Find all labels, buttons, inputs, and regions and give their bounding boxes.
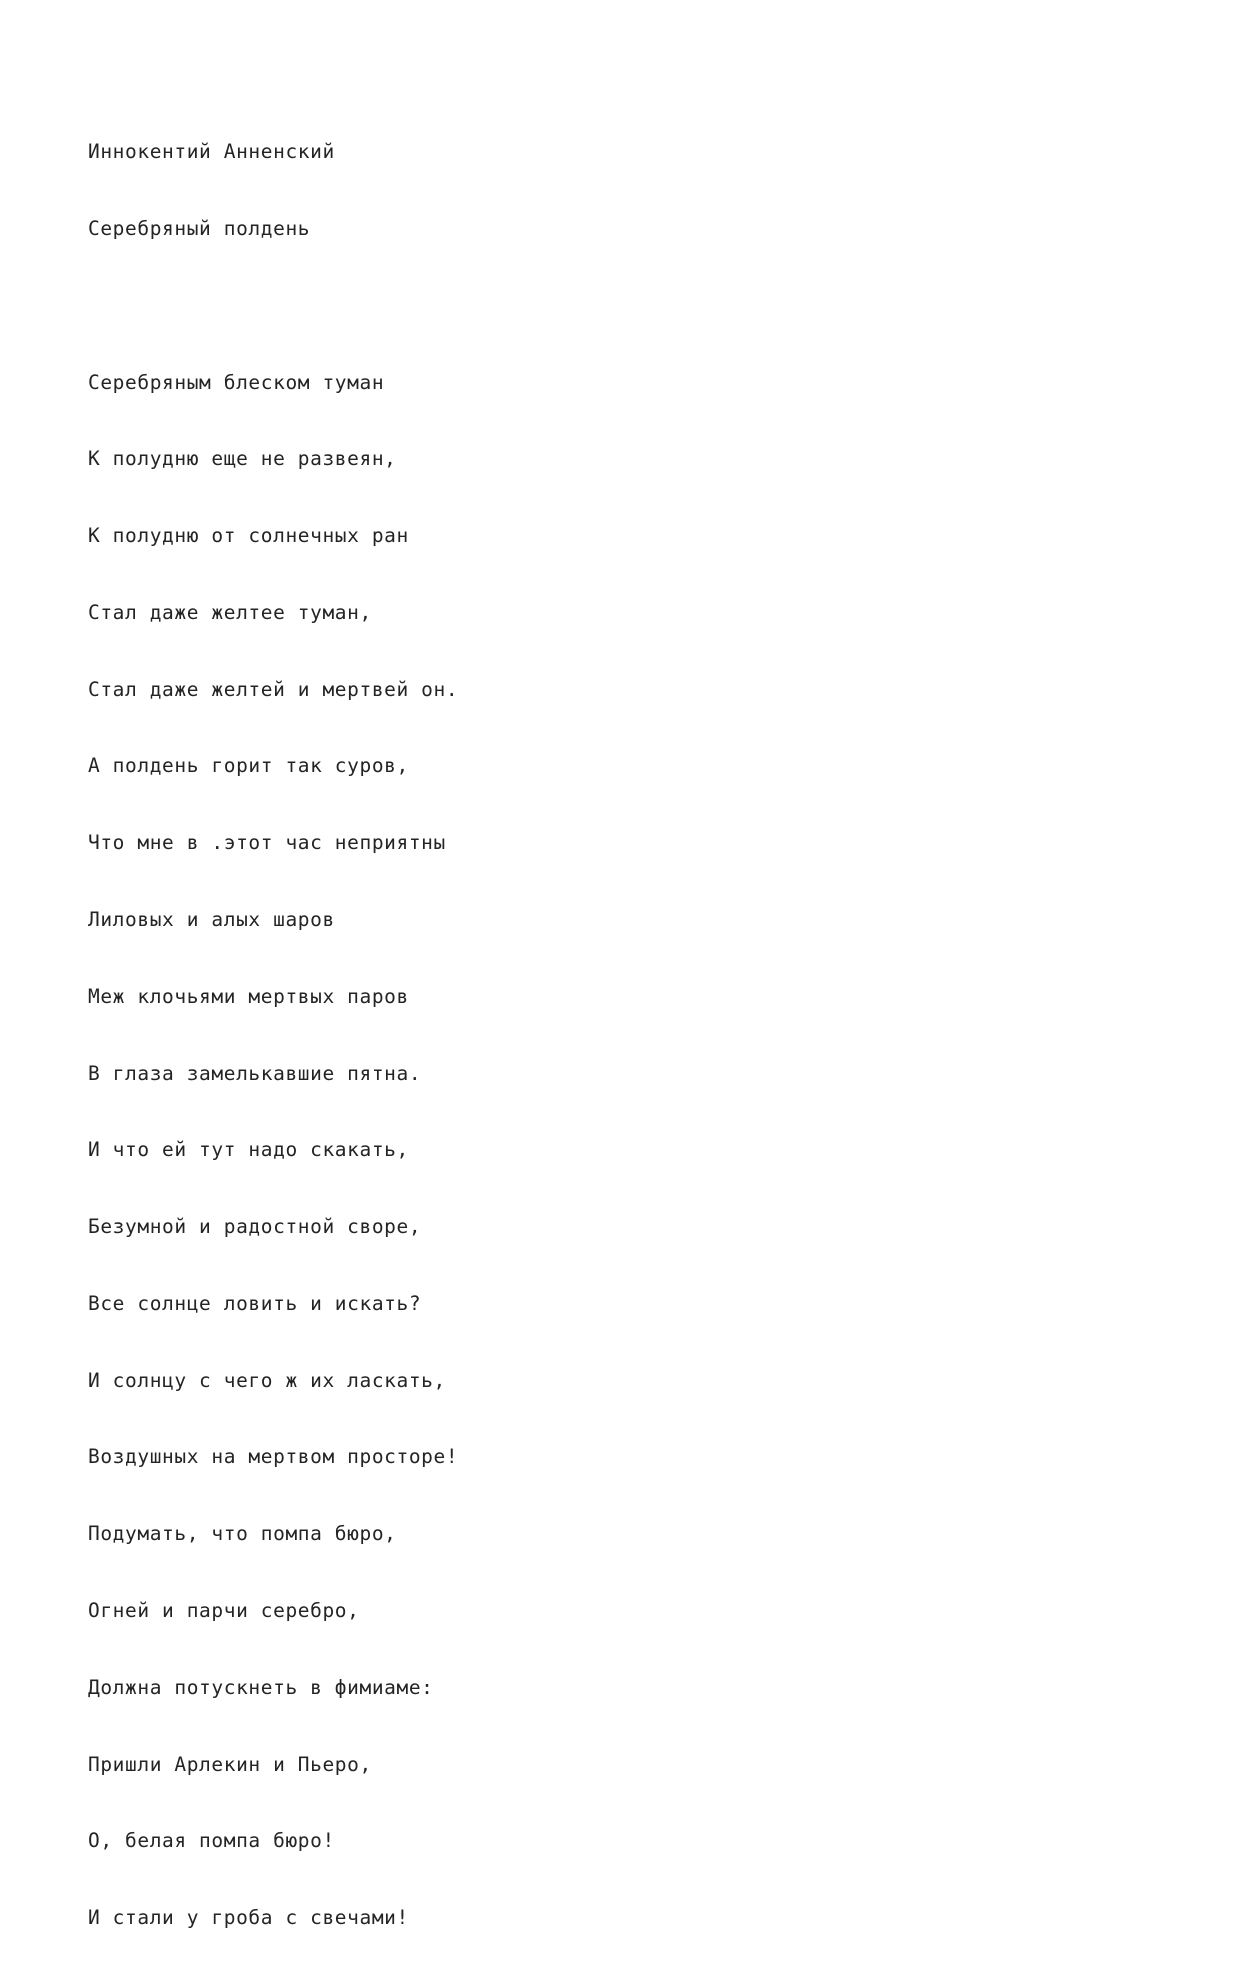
- poem-line: Воздушных на мертвом просторе!: [88, 1445, 459, 1469]
- poem-line: Стал даже желтей и мертвей он.: [88, 677, 459, 701]
- poem-line: Пришли Арлекин и Пьеро,: [88, 1752, 372, 1776]
- poem-line: Все солнце ловить и искать?: [88, 1291, 422, 1315]
- blank-line: [88, 293, 1242, 319]
- poem-line: Должна потускнеть в фимиаме:: [88, 1675, 434, 1699]
- poem-line: Подумать, что помпа бюро,: [88, 1522, 397, 1546]
- poem-line: И что ей тут надо скакать,: [88, 1138, 409, 1162]
- poem-line: В глаза замелькавшие пятна.: [88, 1061, 422, 1085]
- poem-line: О, белая помпа бюро!: [88, 1829, 335, 1853]
- poem-title: Серебряный полдень: [88, 216, 311, 240]
- poem-line: К полудню еще не развеян,: [88, 447, 397, 471]
- poem-line: Безумной и радостной своре,: [88, 1215, 422, 1239]
- poem-body: [88, 318, 1242, 1982]
- poem-line: Стал даже желтее туман,: [88, 600, 372, 624]
- poem-line: Огней и парчи серебро,: [88, 1599, 360, 1623]
- poem-line: Что мне в .этот час неприятны: [88, 831, 446, 855]
- author-name: Иннокентий Анненский: [88, 140, 335, 164]
- document-header: [88, 88, 1242, 293]
- poem-line: Меж клочьями мертвых паров: [88, 984, 409, 1008]
- poem-line: Лиловых и алых шаров: [88, 908, 335, 931]
- poem-line: И солнцу с чего ж их ласкать,: [88, 1368, 446, 1392]
- poem-line: Серебряным блеском туман: [88, 370, 385, 394]
- poem-line: К полудню от солнечных ран: [88, 524, 409, 548]
- poem-line: И стали у гроба с свечами!: [88, 1906, 409, 1930]
- poem-line: А полдень горит так суров,: [88, 754, 409, 778]
